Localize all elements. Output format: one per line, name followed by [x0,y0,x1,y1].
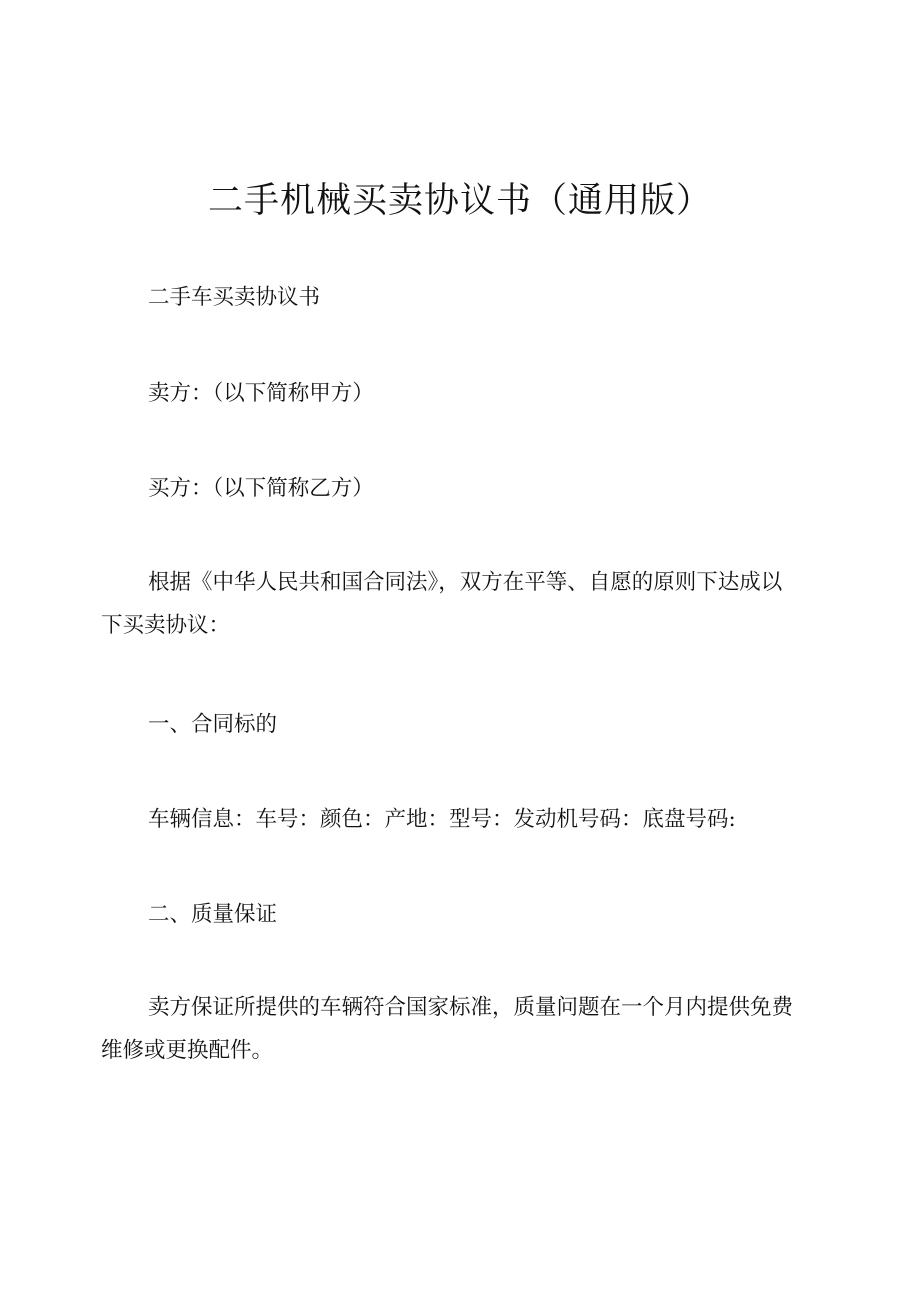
paragraph-buyer: 买方：（以下简称乙方） [148,476,374,501]
paragraph-basis: 根据《中华人民共和国合同法》，双方在平等、自愿的原则下达成以下买卖协议： [101,570,783,638]
document-title: 二手机械买卖协议书（通用版） [207,181,712,221]
paragraph-quality-terms: 卖方保证所提供的车辆符合国家标准，质量问题在一个月内提供免费维修或更换配件。 [101,995,794,1063]
section-heading-quality-guarantee: 二、质量保证 [148,902,278,927]
paragraph-vehicle-info: 车辆信息：车号：颜色：产地：型号：发动机号码：底盘号码: [148,807,736,832]
section-heading-contract-subject: 一、合同标的 [148,712,278,737]
paragraph-subtitle: 二手车买卖协议书 [148,285,321,310]
paragraph-seller: 卖方：（以下简称甲方） [148,381,374,406]
